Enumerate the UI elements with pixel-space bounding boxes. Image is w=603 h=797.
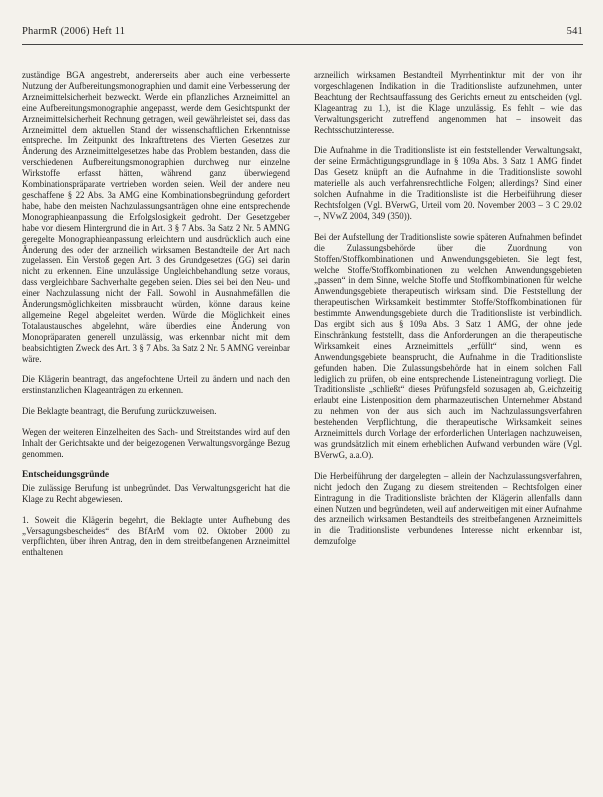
- section-heading: Entscheidungsgründe: [22, 469, 110, 480]
- paragraph: Wegen der weiteren Einzelheiten des Sach- und Streitstandes wird auf den Inhalt der Gerichtsakte und der beigezogenen Verwaltungsvorgänge Bezug genommen.: [22, 427, 290, 459]
- paragraph: zuständige BGA angestrebt, andererseits aber auch eine verbesserte Nutzung der Aufbereitungsmonographien und damit eine Verbesserung der Arzneimittelsicherheit bezweckt. Werde ein pflanzliches Arzneimittel an eine Aufbereitungsmonographie angepasst, werde dem Gesichtspunkt der Arzneimittelsicherheit Rechnung getragen, weil gewährleistet sei, dass das Arzneimittel dem aktuellen Stand der wissenschaftlichen Erkenntnisse entspreche. Im Zeitpunkt des Inkrafttretens des Vierten Gesetzes zur Änderung des Arzneimittelgesetzes habe das Problem bestanden, dass die verschiedenen Aufbereitungsmonographien durchweg nur einzelne Wirkstoffe erfasst hätten, während ganz überwiegend Kombinationspräparate vertrieben worden seien. Weil der andere neu geschaffene § 22 Abs. 3a AMG eine Kombinationsbegründung gefordert habe, habe den meisten Nachzulassungsanträgen ohne eine entsprechende Monographieanpassung die Erfolgslosigkeit gedroht. Der Gesetzgeber habe vor diesem Hintergrund die in Art. 3 § 7 Abs. 3a Satz 2 Nr. 5 AMNG geregelte Monographieanpassung erleichtern und ausdrücklich auch eine Änderung des oder der arzneilich wirksamen Bestandteile der Art nach zugelassen. Ein Verstoß gegen Art. 3 des Grundgesetzes (GG) sei darin nicht zu erkennen. Eine unzulässige Ungleichbehandlung setze voraus, dass vergleichbare Sachverhalte gegeben seien. Dies sei bei den Neu- und einer Nachzulassung nicht der Fall. Sowohl in Ausnahmefällen die Änderungsmöglichkeiten missbraucht würden, könne daraus keine allgemeine Regel abgeleitet werden. Würde die Möglichkeit eines Totalaustausches abgelehnt, wäre überdies eine Änderung von Monopräparaten generell unzulässig, was erkennbar nicht mit dem beabsichtigten Zweck des Art. 3 § 7 Abs. 3a Satz 2 Nr. 5 AMNG vereinbar wäre.: [22, 70, 290, 364]
- running-title: PharmR (2006) Heft 11: [22, 26, 126, 37]
- paragraph: 1. Soweit die Klägerin begehrt, die Beklagte unter Aufhebung des „Versagungsbescheides“ des BfArM vom 02. Oktober 2000 zu verpflichten, über ihren Antrag, den in dem streitbefangenen Arzneimittel enthaltenen: [22, 514, 290, 558]
- paragraph: Die Beklagte beantragt, die Berufung zurückzuweisen.: [22, 406, 217, 417]
- paragraph: Die Klägerin beantragt, das angefochtene Urteil zu ändern und nach den erstinstanzlichen Klageanträgen zu erkennen.: [22, 374, 290, 396]
- left-column: [22, 70, 290, 568]
- paragraph: Die Aufnahme in die Traditionsliste ist ein feststellender Verwaltungsakt, der seine Ermächtigungsgrundlage in § 109a Abs. 3 Satz 1 AMG findet Das Gesetz knüpft an die Aufnahme in die Traditionsliste sowohl materielle als auch verfahrensrechtliche Folgen; allerdings? Sind einer solchen Aufnahme in die Traditionsliste ist die Herbeiführung dieser Rechtsfolgen (Vgl. BVerwG, Urteil vom 20. November 2003 – 3 C 29.02 –, NVwZ 2004, 349 (350)).: [314, 145, 582, 221]
- right-column: [314, 70, 582, 557]
- paragraph: Die zulässige Berufung ist unbegründet. Das Verwaltungsgericht hat die Klage zu Recht abgewiesen.: [22, 482, 290, 504]
- page-number: 541: [566, 26, 583, 37]
- running-header: [22, 26, 583, 44]
- paragraph: Bei der Aufstellung der Traditionsliste sowie späteren Aufnahmen befindet die Zulassungsbehörde über die Zuordnung von Stoffen/Stoffkombinationen und Anwendungsgebieten. Sie legt fest, welche Stoffe/Stoffkombinationen zu welchen Anwendungsgebieten „passen“ in dem Sinne, welche Stoffe und Stoffkombinationen für welche Anwendungsgebiete therapeutisch wirksam sind. Die Feststellung der therapeutischen Wirksamkeit bestimmter Stoffe/Stoffkombinationen für bestimmte Anwendungsgebiete durch die Traditionsliste ist verbindlich. Das ergibt sich aus § 109a Abs. 3 Satz 1 AMG, der ohne jede Einschränkung feststellt, dass die Anforderungen an die therapeutische Wirksamkeit eines Arzneimittels „erfüllt“ sind, wenn es Anwendungsgebiete beansprucht, die Aufnahme in die Traditionsliste gefunden haben. Die Zulassungsbehörde hat in einem solchen Fall lediglich zu prüfen, ob eine entsprechende Listeneintragung vorliegt. Die Traditionsliste „schließt“ dieses Prüfungsfeld sozusagen ab, G.eichzeitig erlaubt eine Listenposition dem pharmazeutischen Unternehmer Abstand zu nehmen von der aus sich auch im Nachzulassungsverfahren bestehenden Verpflichtung, die therapeutische Wirksamkeit seines Arzneimittels durch Vorlage der erforderlichen Unterlagen nachzuweisen, was grundsätzlich mit einem erheblichen Aufwand verbunden wäre (Vgl. BVerwG, a.a.O).: [314, 231, 582, 460]
- paragraph: Die Herbeiführung der dargelegten – allein der Nachzulassungsverfahren, nicht jedoch den Zugang zu diesem streitenden – Rechtsfolgen einer Eintragung in die Traditionsliste brächten der Klägerin allenfalls dann einen Nutzen und begründeten, weil auf anderweitigen mit einer Aufnahme des arzneilich wirksamen Bestandteils des streitbefangenen Arzneimittels in die Traditionsliste verbundenes Interesse nicht erkennbar ist, demzufolge: [314, 470, 582, 547]
- paragraph: arzneilich wirksamen Bestandteil Myrrhentinktur mit der von ihr vorgeschlagenen Indikation in die Traditionsliste aufzunehmen, unter Beachtung der Rechtsauffassung des Gerichts erneut zu entscheiden (vgl. Klageantrag zu 1.), ist die Klage unzulässig. Es fehlt – wie das Verwaltungsgericht zutreffend angenommen hat – insoweit das Rechtsschutzinteresse.: [314, 70, 582, 135]
- header-rule: [22, 44, 583, 45]
